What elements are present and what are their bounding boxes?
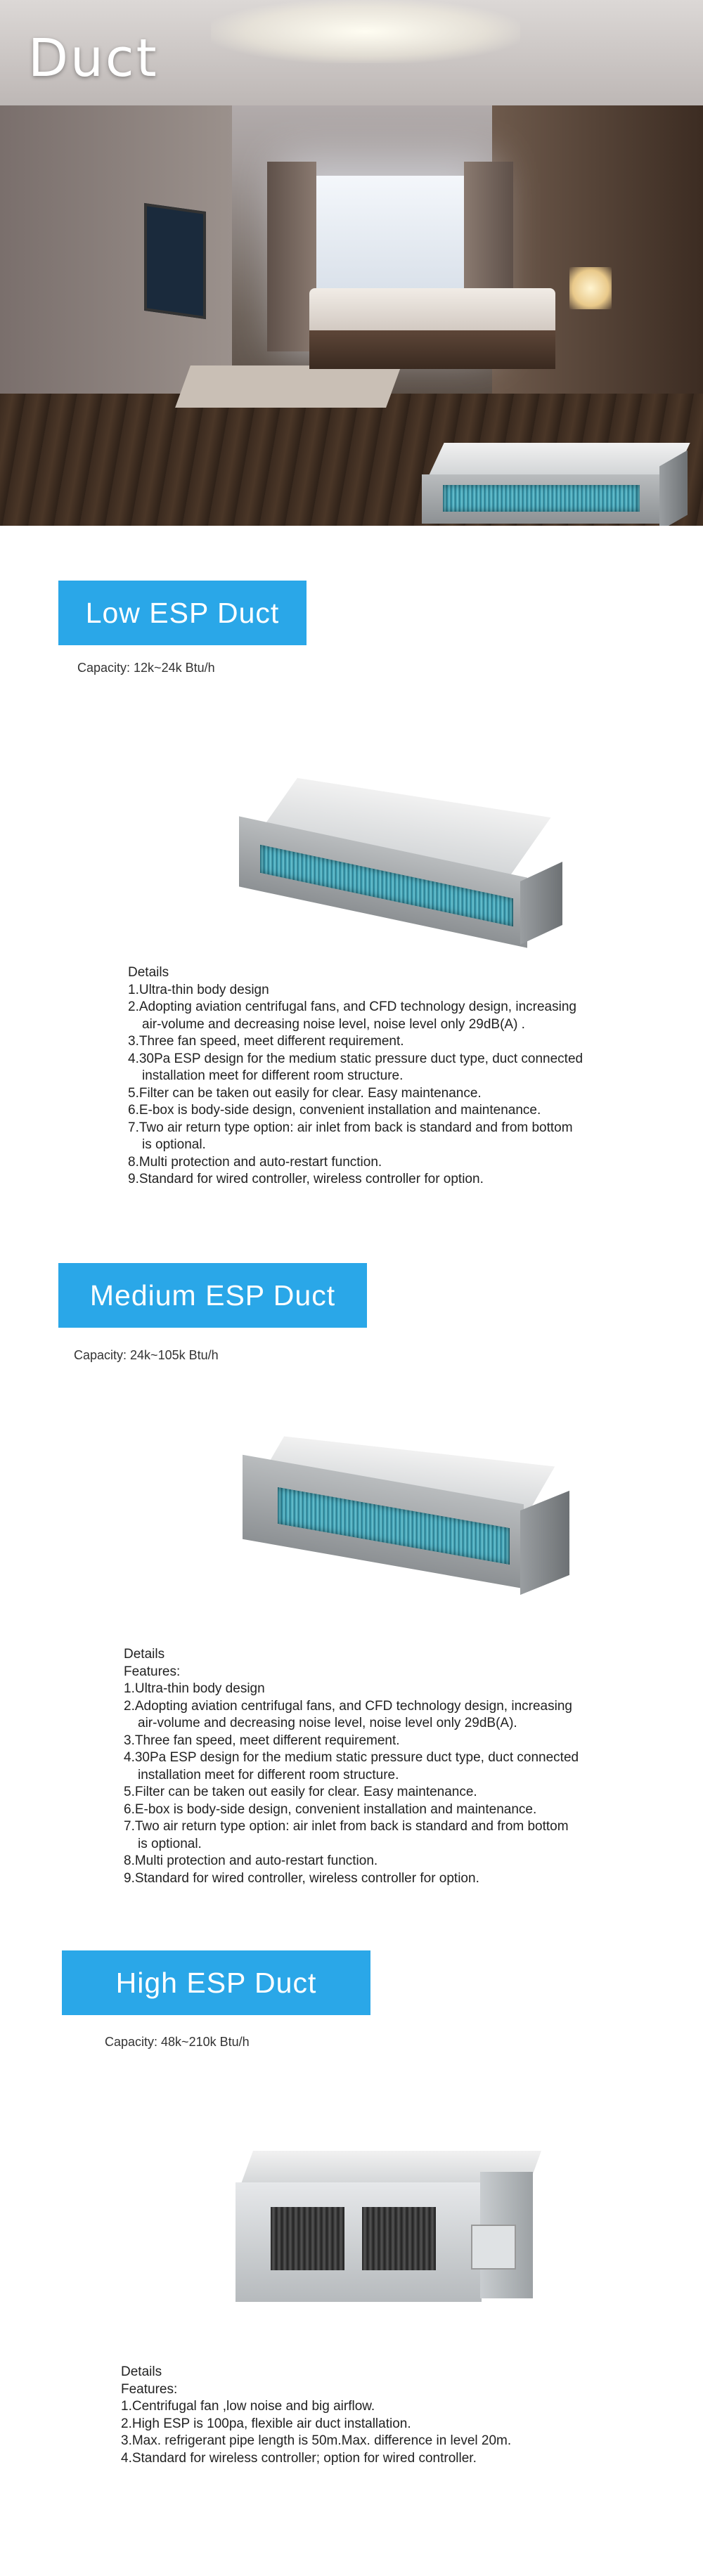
detail-line: is optional. — [138, 1836, 202, 1851]
hero-banner — [0, 0, 703, 526]
detail-line: installation meet for different room structure. — [138, 1767, 399, 1782]
section-title-high-esp: High ESP Duct — [62, 1950, 370, 2015]
detail-line: 7.Two air return type option: air inlet from back is standard and from bottom — [128, 1120, 573, 1135]
detail-line: 1.Ultra-thin body design — [124, 1681, 265, 1696]
section-title-medium-esp: Medium ESP Duct — [58, 1263, 367, 1328]
detail-line: 9.Standard for wired controller, wireless controller for option. — [124, 1870, 479, 1886]
detail-line: 3.Three fan speed, meet different requirement. — [128, 1034, 404, 1049]
hero-rug — [175, 365, 401, 408]
details-label: Details — [121, 2364, 162, 2379]
detail-line: 9.Standard for wired controller, wireless controller for option. — [128, 1172, 484, 1186]
detail-line: 5.Filter can be taken out easily for clear. Easy maintenance. — [124, 1785, 477, 1799]
details-low-esp — [128, 964, 662, 1189]
detail-line: 4.30Pa ESP design for the medium static pressure duct type, duct connected — [128, 1051, 583, 1066]
section-title-low-esp: Low ESP Duct — [58, 581, 307, 645]
page-title: Duct — [28, 28, 159, 89]
detail-line: 8.Multi protection and auto-restart function. — [124, 1853, 378, 1868]
detail-line: 4.30Pa ESP design for the medium static pressure duct type, duct connected — [124, 1750, 579, 1765]
detail-line: 6.E-box is body-side design, convenient installation and maintenance. — [128, 1103, 541, 1118]
high-esp-duct-image — [228, 2151, 552, 2312]
detail-line: 6.E-box is body-side design, convenient installation and maintenance. — [124, 1801, 537, 1817]
features-label: Features: — [121, 2381, 178, 2397]
capacity-high-esp: Capacity: 48k~210k Btu/h — [105, 2035, 250, 2049]
detail-line: 8.Multi protection and auto-restart function. — [128, 1154, 382, 1170]
hero-tv — [144, 203, 206, 319]
hero-lamp — [569, 267, 612, 309]
detail-line: 2.Adopting aviation centrifugal fans, and CFD technology design, increasing — [124, 1698, 572, 1714]
details-label: Details — [124, 1647, 165, 1662]
detail-line: 5.Filter can be taken out easily for clear. Easy maintenance. — [128, 1085, 482, 1101]
detail-line: 3.Max. refrigerant pipe length is 50m.Max. difference in level 20m. — [121, 2433, 512, 2448]
hero-duct-unit — [422, 443, 689, 526]
detail-line: 1.Ultra-thin body design — [128, 982, 269, 997]
details-medium-esp — [124, 1646, 658, 1887]
detail-line: is optional. — [142, 1137, 206, 1152]
detail-line: air-volume and decreasing noise level, noise level only 29dB(A) . — [142, 1016, 525, 1032]
detail-line: 1.Centrifugal fan ,low noise and big airflow. — [121, 2399, 375, 2414]
detail-line: 7.Two air return type option: air inlet from back is standard and from bottom — [124, 1819, 569, 1834]
capacity-medium-esp: Capacity: 24k~105k Btu/h — [74, 1348, 219, 1362]
detail-line: installation meet for different room structure. — [142, 1068, 404, 1083]
detail-line: 3.Three fan speed, meet different requirement. — [124, 1733, 400, 1748]
hero-ceiling-light — [211, 0, 520, 63]
low-esp-duct-image — [232, 798, 576, 938]
details-label: Details — [128, 965, 169, 980]
detail-line: air-volume and decreasing noise level, noise level only 29dB(A). — [138, 1716, 517, 1730]
hero-bed-throw — [309, 330, 555, 369]
detail-line: 4.Standard for wireless controller; option for wired controller. — [121, 2450, 477, 2466]
features-label: Features: — [124, 1664, 181, 1679]
detail-line: 2.High ESP is 100pa, flexible air duct installation. — [121, 2416, 411, 2431]
medium-esp-duct-image — [239, 1451, 576, 1592]
detail-line: 2.Adopting aviation centrifugal fans, and CFD technology design, increasing — [128, 999, 576, 1014]
capacity-low-esp: Capacity: 12k~24k Btu/h — [77, 661, 215, 675]
details-high-esp — [121, 2364, 655, 2467]
